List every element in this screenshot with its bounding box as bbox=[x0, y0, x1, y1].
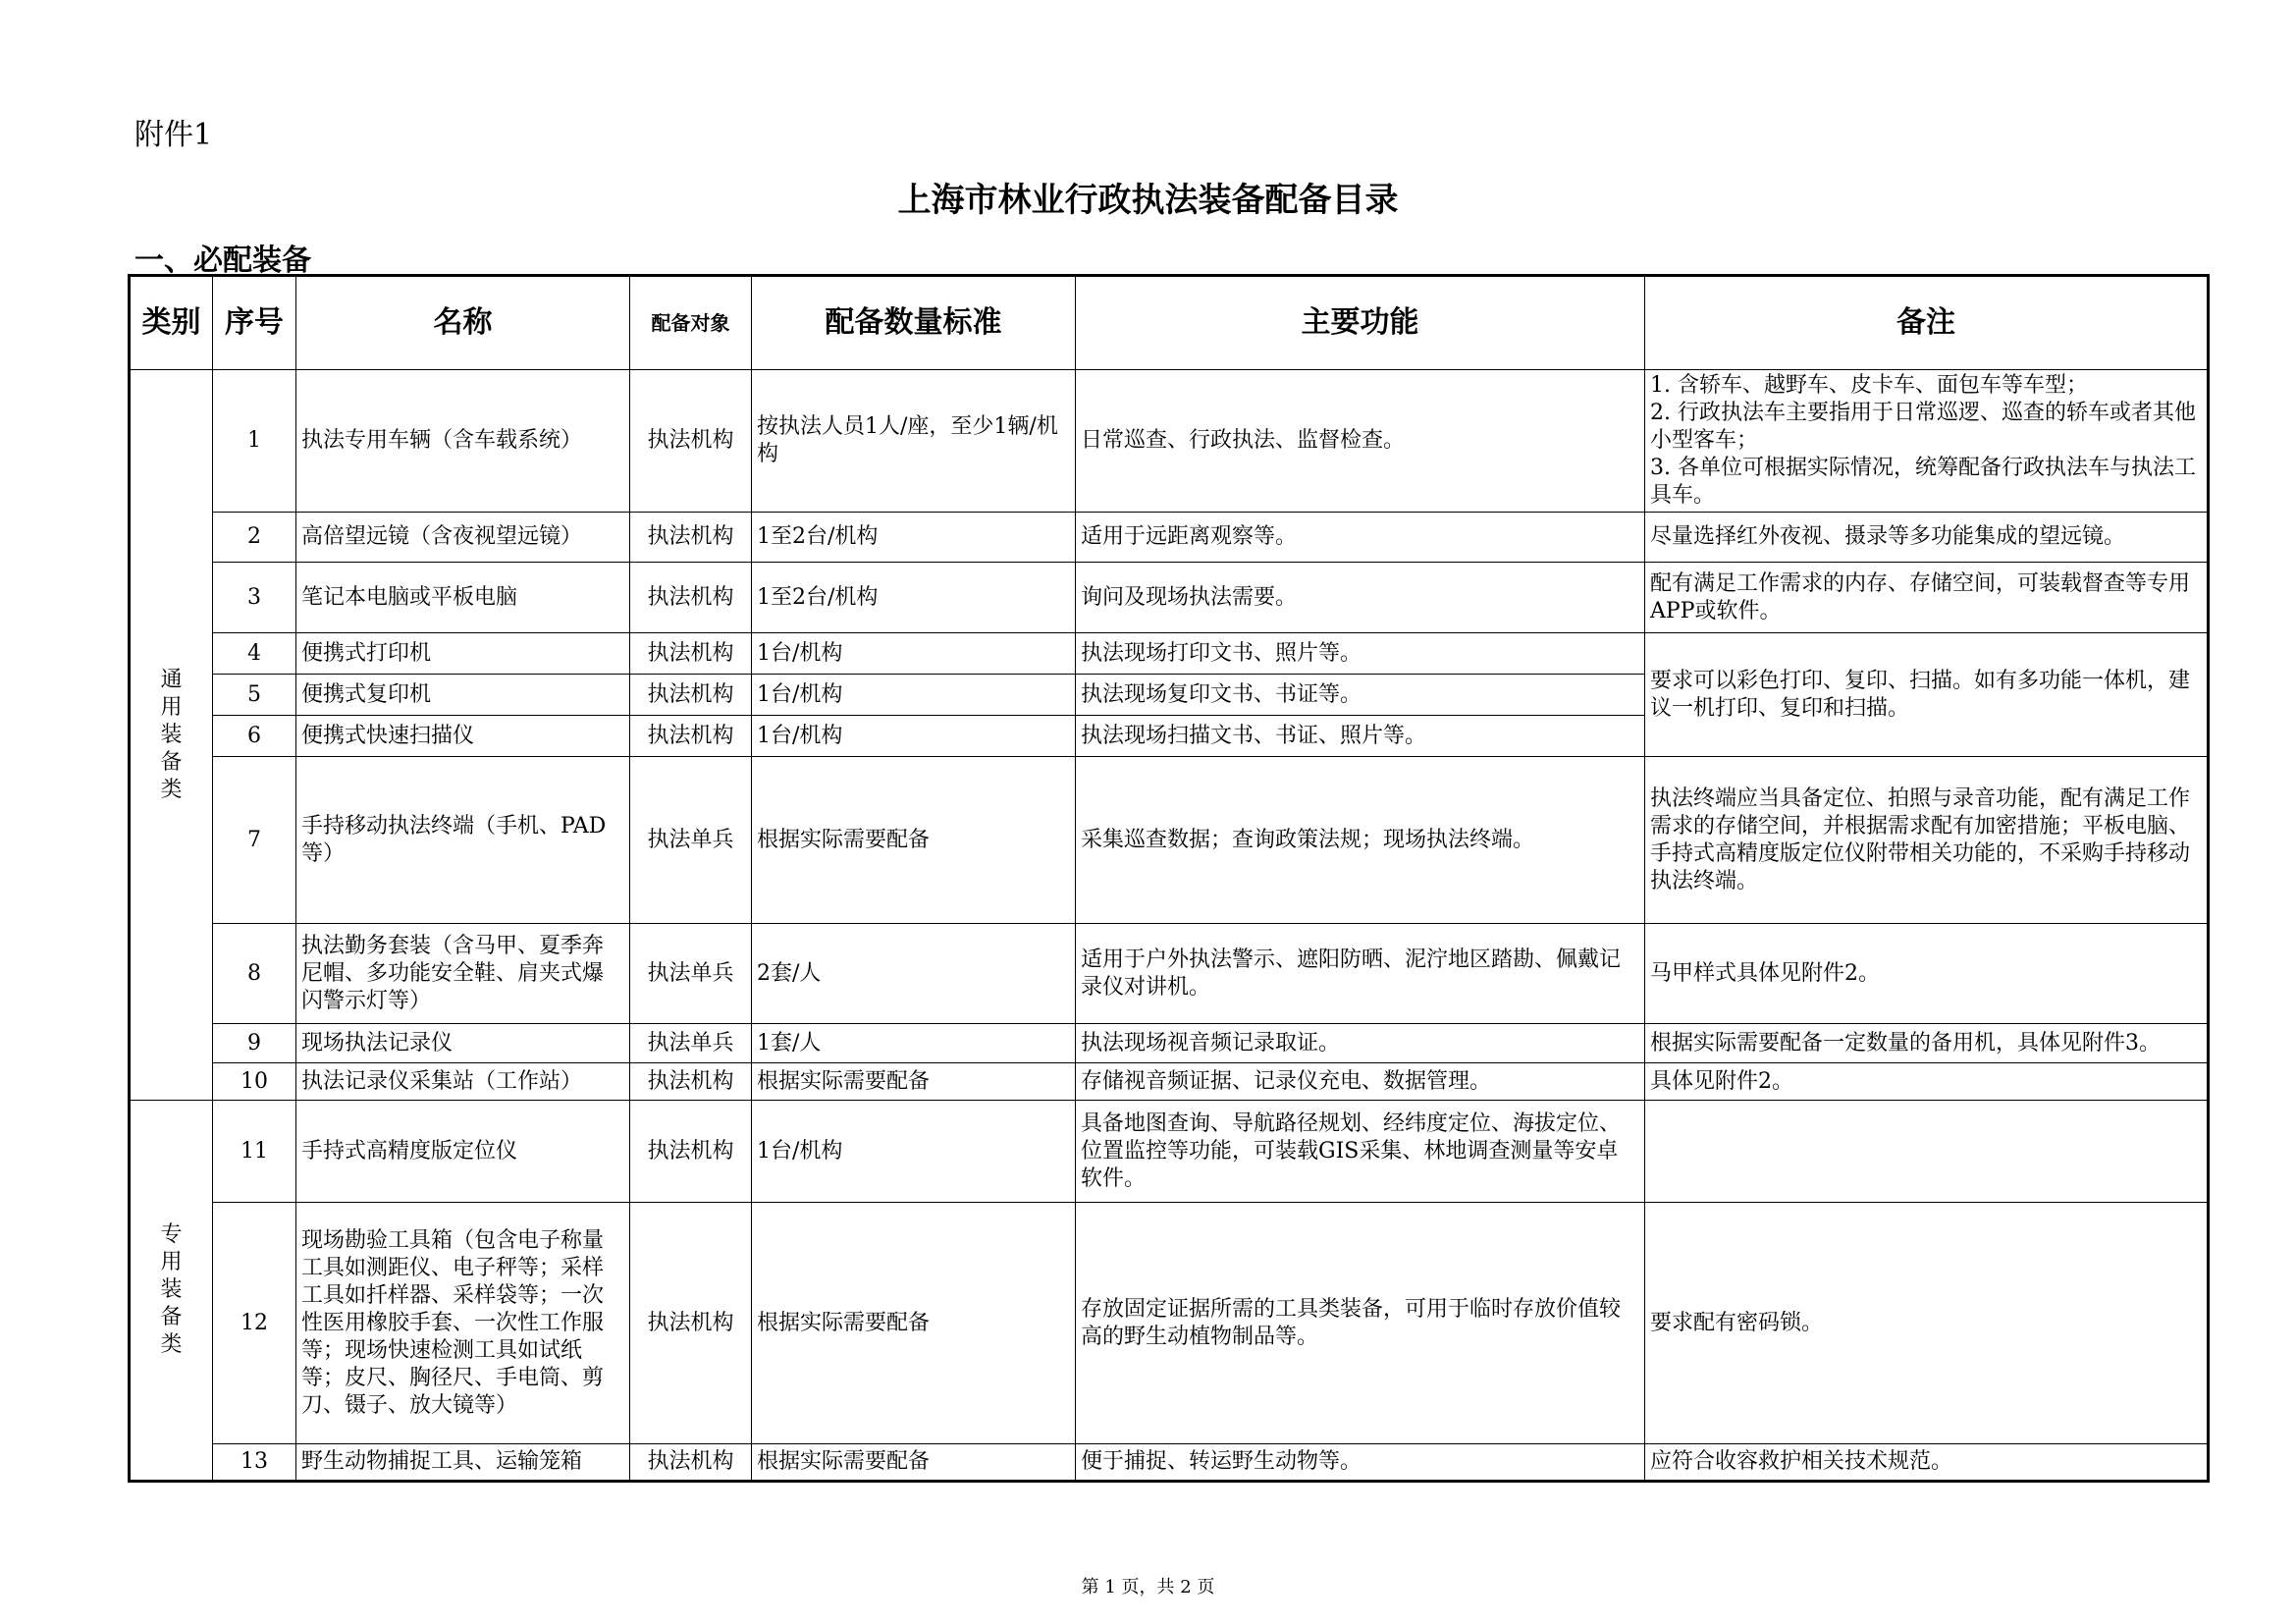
row-target: 执法机构 bbox=[630, 1063, 752, 1101]
row-seq: 5 bbox=[213, 675, 296, 716]
row-target: 执法机构 bbox=[630, 1101, 752, 1203]
row-function: 执法现场打印文书、照片等。 bbox=[1076, 633, 1645, 675]
row-name: 执法勤务套装（含马甲、夏季奔尼帽、多功能安全鞋、肩夹式爆闪警示灯等） bbox=[296, 924, 630, 1024]
row-name: 现场勘验工具箱（包含电子称量工具如测距仪、电子秤等；采样工具如扦样器、采样袋等；一次性医用橡胶手套、一次性工作服等；现场快速检测工具如试纸等；皮尺、胸径尺、手电筒、剪刀、镊子、放大镜等） bbox=[296, 1203, 630, 1444]
row-function: 具备地图查询、导航路径规划、经纬度定位、海拔定位、位置监控等功能，可装载GIS采集、林地调查测量等安卓软件。 bbox=[1076, 1101, 1645, 1203]
row-seq: 10 bbox=[213, 1063, 296, 1101]
header-seq: 序号 bbox=[213, 276, 296, 370]
row-remarks: 马甲样式具体见附件2。 bbox=[1645, 924, 2209, 1024]
row-target: 执法机构 bbox=[630, 633, 752, 675]
table-row bbox=[130, 924, 2209, 1024]
category-general: 通 用 装 备 类 bbox=[130, 370, 213, 1101]
row-remarks: 要求配有密码锁。 bbox=[1645, 1203, 2209, 1444]
table-header-row bbox=[130, 276, 2209, 370]
row-name: 便携式快速扫描仪 bbox=[296, 716, 630, 757]
row-remarks: 配有满足工作需求的内存、存储空间，可装载督查等专用APP或软件。 bbox=[1645, 563, 2209, 633]
table-row bbox=[130, 563, 2209, 633]
row-function: 存储视音频证据、记录仪充电、数据管理。 bbox=[1076, 1063, 1645, 1101]
row-function: 采集巡查数据；查询政策法规；现场执法终端。 bbox=[1076, 757, 1645, 924]
row-quantity: 根据实际需要配备 bbox=[752, 1063, 1076, 1101]
table-row bbox=[130, 370, 2209, 513]
table-row bbox=[130, 1203, 2209, 1444]
row-quantity: 1至2台/机构 bbox=[752, 513, 1076, 563]
row-remarks: 根据实际需要配备一定数量的备用机，具体见附件3。 bbox=[1645, 1024, 2209, 1063]
row-target: 执法机构 bbox=[630, 370, 752, 513]
row-seq: 4 bbox=[213, 633, 296, 675]
row-seq: 11 bbox=[213, 1101, 296, 1203]
row-function: 存放固定证据所需的工具类装备，可用于临时存放价值较高的野生动植物制品等。 bbox=[1076, 1203, 1645, 1444]
row-remarks: 要求可以彩色打印、复印、扫描。如有多功能一体机，建议一机打印、复印和扫描。 bbox=[1645, 633, 2209, 757]
row-seq: 3 bbox=[213, 563, 296, 633]
row-function: 询问及现场执法需要。 bbox=[1076, 563, 1645, 633]
row-remarks: 1. 含轿车、越野车、皮卡车、面包车等车型； 2. 行政执法车主要指用于日常巡逻、巡查的轿车或者其他小型客车； 3. 各单位可根据实际情况，统筹配备行政执法车与执法工具车。 bbox=[1645, 370, 2209, 513]
row-quantity: 按执法人员1人/座，至少1辆/机构 bbox=[752, 370, 1076, 513]
attachment-label: 附件1 bbox=[134, 118, 213, 152]
row-remarks bbox=[1645, 1101, 2209, 1203]
row-seq: 13 bbox=[213, 1444, 296, 1482]
row-function: 适用于远距离观察等。 bbox=[1076, 513, 1645, 563]
row-remarks: 执法终端应当具备定位、拍照与录音功能，配有满足工作需求的存储空间，并根据需求配有加密措施；平板电脑、手持式高精度版定位仪附带相关功能的，不采购手持移动执法终端。 bbox=[1645, 757, 2209, 924]
row-function: 执法现场视音频记录取证。 bbox=[1076, 1024, 1645, 1063]
row-function: 执法现场扫描文书、书证、照片等。 bbox=[1076, 716, 1645, 757]
row-name: 手持式高精度版定位仪 bbox=[296, 1101, 630, 1203]
row-quantity: 1套/人 bbox=[752, 1024, 1076, 1063]
row-quantity: 1台/机构 bbox=[752, 716, 1076, 757]
row-name: 执法记录仪采集站（工作站） bbox=[296, 1063, 630, 1101]
row-function: 日常巡查、行政执法、监督检查。 bbox=[1076, 370, 1645, 513]
row-quantity: 1台/机构 bbox=[752, 675, 1076, 716]
row-name: 手持移动执法终端（手机、PAD等） bbox=[296, 757, 630, 924]
row-remarks: 应符合收容救护相关技术规范。 bbox=[1645, 1444, 2209, 1482]
table-row bbox=[130, 633, 2209, 675]
row-seq: 8 bbox=[213, 924, 296, 1024]
row-quantity: 根据实际需要配备 bbox=[752, 757, 1076, 924]
row-target: 执法机构 bbox=[630, 563, 752, 633]
table-row bbox=[130, 1024, 2209, 1063]
row-target: 执法机构 bbox=[630, 675, 752, 716]
table-row bbox=[130, 1063, 2209, 1101]
row-name: 高倍望远镜（含夜视望远镜） bbox=[296, 513, 630, 563]
page-footer: 第 1 页，共 2 页 bbox=[1081, 1577, 1215, 1597]
row-remarks: 尽量选择红外夜视、摄录等多功能集成的望远镜。 bbox=[1645, 513, 2209, 563]
table-row bbox=[130, 1444, 2209, 1482]
row-quantity: 根据实际需要配备 bbox=[752, 1444, 1076, 1482]
row-seq: 1 bbox=[213, 370, 296, 513]
equipment-table bbox=[128, 274, 2210, 1483]
row-seq: 2 bbox=[213, 513, 296, 563]
row-seq: 7 bbox=[213, 757, 296, 924]
page-title: 上海市林业行政执法装备配备目录 bbox=[897, 181, 1399, 220]
row-target: 执法机构 bbox=[630, 716, 752, 757]
table-row bbox=[130, 1101, 2209, 1203]
row-function: 执法现场复印文书、书证等。 bbox=[1076, 675, 1645, 716]
header-remarks: 备注 bbox=[1645, 276, 2209, 370]
row-function: 适用于户外执法警示、遮阳防晒、泥泞地区踏勘、佩戴记录仪对讲机。 bbox=[1076, 924, 1645, 1024]
row-remarks: 具体见附件2。 bbox=[1645, 1063, 2209, 1101]
header-function: 主要功能 bbox=[1076, 276, 1645, 370]
row-name: 便携式复印机 bbox=[296, 675, 630, 716]
row-quantity: 2套/人 bbox=[752, 924, 1076, 1024]
row-target: 执法单兵 bbox=[630, 1024, 752, 1063]
header-target: 配备对象 bbox=[630, 276, 752, 370]
row-seq: 6 bbox=[213, 716, 296, 757]
header-name: 名称 bbox=[296, 276, 630, 370]
row-name: 执法专用车辆（含车载系统） bbox=[296, 370, 630, 513]
section-heading: 一、必配装备 bbox=[134, 244, 311, 278]
table-row bbox=[130, 513, 2209, 563]
row-name: 现场执法记录仪 bbox=[296, 1024, 630, 1063]
row-target: 执法单兵 bbox=[630, 757, 752, 924]
row-name: 笔记本电脑或平板电脑 bbox=[296, 563, 630, 633]
category-special: 专 用 装 备 类 bbox=[130, 1101, 213, 1482]
row-target: 执法机构 bbox=[630, 1203, 752, 1444]
row-name: 野生动物捕捉工具、运输笼箱 bbox=[296, 1444, 630, 1482]
row-seq: 12 bbox=[213, 1203, 296, 1444]
row-quantity: 1台/机构 bbox=[752, 633, 1076, 675]
row-target: 执法机构 bbox=[630, 1444, 752, 1482]
row-seq: 9 bbox=[213, 1024, 296, 1063]
row-quantity: 根据实际需要配备 bbox=[752, 1203, 1076, 1444]
row-quantity: 1至2台/机构 bbox=[752, 563, 1076, 633]
row-quantity: 1台/机构 bbox=[752, 1101, 1076, 1203]
row-name: 便携式打印机 bbox=[296, 633, 630, 675]
row-target: 执法单兵 bbox=[630, 924, 752, 1024]
row-target: 执法机构 bbox=[630, 513, 752, 563]
header-category: 类别 bbox=[130, 276, 213, 370]
table-row bbox=[130, 757, 2209, 924]
header-quantity: 配备数量标准 bbox=[752, 276, 1076, 370]
row-function: 便于捕捉、转运野生动物等。 bbox=[1076, 1444, 1645, 1482]
